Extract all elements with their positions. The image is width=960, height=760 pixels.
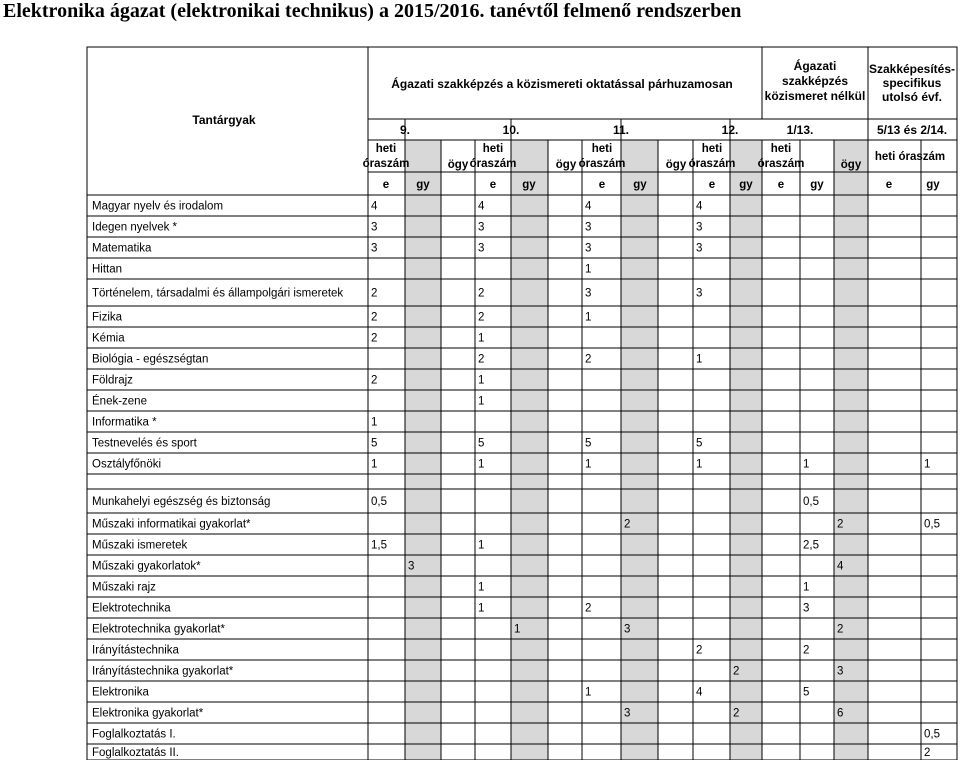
hours-value: 2 <box>371 332 378 345</box>
oraszam-label: óraszám <box>362 158 410 170</box>
hours-value: 1 <box>514 623 521 636</box>
year-label: 1/13. <box>786 123 814 137</box>
oraszam-label: óraszám <box>578 158 626 170</box>
e-label: e <box>885 179 893 191</box>
hours-value: 5 <box>696 437 703 450</box>
subject-name: Földrajz <box>92 374 133 387</box>
hours-value: 0,5 <box>924 518 940 531</box>
group-parallel-header: Ágazati szakképzés a közismereti oktatással párhuzamosan <box>391 77 733 91</box>
gy-label: gy <box>416 179 430 191</box>
heti-label: heti <box>482 143 504 155</box>
hours-value: 2 <box>371 287 378 300</box>
heti-label: heti <box>375 143 397 155</box>
hours-value: 2 <box>924 747 931 759</box>
hours-value: 5 <box>803 686 810 699</box>
hours-value: 1,5 <box>371 539 387 552</box>
e-label: e <box>489 179 497 191</box>
heti-label: heti <box>591 143 613 155</box>
hours-value: 3 <box>371 221 378 234</box>
hours-value: 1 <box>478 374 485 387</box>
e-label: e <box>598 179 606 191</box>
ogy-label: ögy <box>555 159 577 171</box>
gy-label: gy <box>810 179 824 191</box>
hours-value: 4 <box>696 686 703 699</box>
hours-value: 4 <box>696 200 703 213</box>
hours-value: 5 <box>478 437 485 450</box>
hours-value: 1 <box>696 353 703 366</box>
subject-name: Idegen nyelvek * <box>92 221 178 234</box>
hours-value: 2 <box>696 644 703 657</box>
subject-name: Ének-zene <box>92 395 147 408</box>
hours-value: 3 <box>696 221 703 234</box>
subject-name: Foglalkoztatás I. <box>92 728 176 741</box>
hours-value: 5 <box>585 437 592 450</box>
hours-value: 1 <box>585 311 592 324</box>
ogy-shaded-column <box>511 140 548 760</box>
hours-value: 2 <box>585 353 592 366</box>
subject-name: Magyar nyelv és irodalom <box>92 200 224 213</box>
e-label: e <box>708 179 716 191</box>
hours-value: 1 <box>371 458 378 471</box>
hours-value: 3 <box>408 560 415 573</box>
group-without-header: közismeret nélkül <box>764 89 866 103</box>
subject-name: Munkahelyi egészség és biztonság <box>92 496 271 508</box>
ogy-label: ögy <box>665 159 687 171</box>
hours-value: 2 <box>624 518 631 531</box>
hours-value: 0,5 <box>803 496 819 508</box>
hours-value: 2 <box>478 311 485 324</box>
hours-value: 1 <box>696 458 703 471</box>
hours-value: 6 <box>837 707 844 720</box>
oraszam-label: óraszám <box>688 158 736 170</box>
hours-value: 1 <box>478 332 485 345</box>
hours-value: 2 <box>478 353 485 366</box>
hours-value: 2,5 <box>803 539 819 552</box>
subject-name: Műszaki ismeretek <box>92 539 188 552</box>
subject-name: Műszaki gyakorlatok* <box>92 560 201 573</box>
e-label: e <box>382 179 390 191</box>
subject-name: Elektronika <box>92 686 149 699</box>
ogy-label: ögy <box>840 159 862 171</box>
hours-value: 1 <box>478 539 485 552</box>
hours-value: 3 <box>371 242 378 255</box>
hours-value: 1 <box>585 686 592 699</box>
gy-label: gy <box>739 179 753 191</box>
hours-value: 1 <box>803 581 810 594</box>
group-last-header: utolsó évf. <box>881 90 943 104</box>
e-label: e <box>777 179 785 191</box>
group-without-header: szakképzés <box>781 74 849 88</box>
hours-value: 2 <box>371 311 378 324</box>
heti-label: heti <box>701 143 723 155</box>
hours-value: 4 <box>585 200 592 213</box>
gy-label: gy <box>926 179 940 191</box>
hours-value: 1 <box>478 458 485 471</box>
hours-value: 3 <box>478 242 485 255</box>
subject-name: Elektrotechnika gyakorlat* <box>92 623 225 636</box>
hours-value: 2 <box>837 518 844 531</box>
hours-value: 1 <box>803 458 810 471</box>
subject-name: Kémia <box>92 332 125 345</box>
subject-name: Hittan <box>92 263 123 276</box>
hours-value: 3 <box>585 242 592 255</box>
subject-name: Fizika <box>92 311 123 324</box>
heti-oraszam-label: heti óraszám <box>874 151 946 163</box>
year-label: 12. <box>721 123 739 137</box>
hours-value: 1 <box>371 416 378 429</box>
hours-value: 1 <box>478 581 485 594</box>
group-without-header: Ágazati <box>793 59 837 73</box>
hours-value: 3 <box>478 221 485 234</box>
hours-value: 2 <box>733 665 740 678</box>
hours-value: 4 <box>478 200 485 213</box>
gy-label: gy <box>522 179 536 191</box>
group-last-header: Szakképesítés- <box>868 62 956 76</box>
hours-value: 3 <box>624 623 631 636</box>
hours-value: 1 <box>585 263 592 276</box>
subject-name: Műszaki informatikai gyakorlat* <box>92 518 251 531</box>
hours-value: 3 <box>585 221 592 234</box>
heti-label: heti <box>770 143 792 155</box>
hours-value: 3 <box>696 242 703 255</box>
hours-value: 2 <box>585 602 592 615</box>
subject-name: Informatika * <box>92 416 157 429</box>
year-label: 11. <box>612 123 630 137</box>
hours-value: 4 <box>371 200 378 213</box>
hours-value: 1 <box>585 458 592 471</box>
subject-name: Elektronika gyakorlat* <box>92 707 204 720</box>
subject-name: Irányítástechnika gyakorlat* <box>92 665 234 678</box>
subject-name: Biológia - egészségtan <box>92 353 209 366</box>
gy-label: gy <box>633 179 647 191</box>
hours-value: 3 <box>624 707 631 720</box>
hours-value: 0,5 <box>924 728 940 741</box>
hours-value: 5 <box>371 437 378 450</box>
subjects-header: Tantárgyak <box>192 113 256 127</box>
subject-name: Osztályfőnöki <box>92 458 162 471</box>
hours-value: 3 <box>585 287 592 300</box>
subject-name: Testnevelés és sport <box>92 437 197 450</box>
hours-value: 2 <box>733 707 740 720</box>
subject-name: Elektrotechnika <box>92 602 171 615</box>
hours-value: 3 <box>837 665 844 678</box>
hours-value: 4 <box>837 560 844 573</box>
ogy-label: ögy <box>447 159 469 171</box>
hours-value: 1 <box>924 458 931 471</box>
oraszam-label: óraszám <box>469 158 517 170</box>
page-title: Elektronika ágazat (elektronikai technikus) a 2015/2016. tanévtől felmenő rendszerben <box>3 0 742 22</box>
hours-value: 3 <box>803 602 810 615</box>
year-label: 5/13 és 2/14. <box>876 123 948 137</box>
year-label: 10. <box>502 123 520 137</box>
subject-name: Műszaki rajz <box>92 581 156 594</box>
hours-value: 2 <box>803 644 810 657</box>
subject-name: Történelem, társadalmi és állampolgári ismeretek <box>92 287 344 300</box>
ogy-shaded-column <box>621 140 658 760</box>
hours-value: 2 <box>837 623 844 636</box>
ogy-shaded-column <box>405 140 441 760</box>
subject-name: Foglalkoztatás II. <box>92 747 179 759</box>
year-label: 9. <box>399 123 411 137</box>
hours-value: 2 <box>478 287 485 300</box>
hours-value: 3 <box>696 287 703 300</box>
hours-value: 1 <box>478 395 485 408</box>
hours-value: 2 <box>371 374 378 387</box>
oraszam-label: óraszám <box>757 158 805 170</box>
hours-value: 0,5 <box>371 496 387 508</box>
group-last-header: specifikus <box>882 76 942 90</box>
hours-value: 1 <box>478 602 485 615</box>
subject-name: Matematika <box>92 242 152 255</box>
subject-name: Irányítástechnika <box>92 644 179 657</box>
